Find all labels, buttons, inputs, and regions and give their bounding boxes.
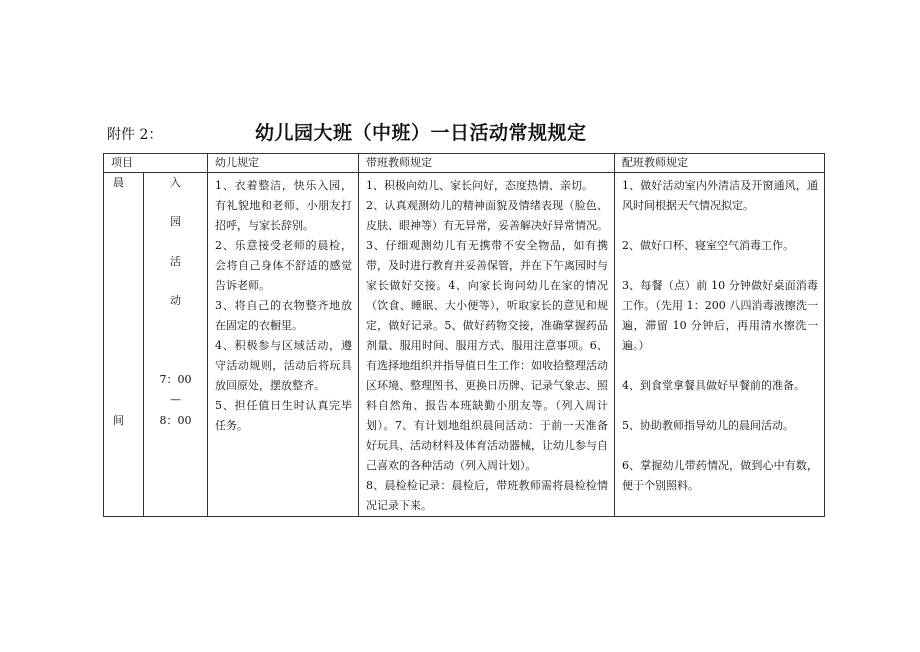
- paragraph-gap: [622, 396, 818, 416]
- child-rule: 5、担任值日生时认真完毕任务。: [215, 399, 352, 432]
- child-rule: 4、积极参与区域活动，遵守活动规则，活动后将玩具放回原处，摆放整齐。: [215, 339, 352, 392]
- paragraph-gap: [622, 256, 818, 276]
- time-start: 7：00: [159, 373, 192, 386]
- child-rules-cell: [208, 173, 359, 517]
- activity-char: 园: [170, 215, 181, 228]
- activity-char: 活: [170, 255, 181, 268]
- rules-table: [103, 153, 825, 517]
- child-rule: 2、乐意接受老师的晨检，会将自己身体不舒适的感觉告诉老师。: [215, 239, 352, 292]
- assistant-teacher-rule: 2、做好口杯、寝室空气消毒工作。: [622, 239, 794, 252]
- section-char: 间: [113, 414, 124, 427]
- header-item: 项目: [104, 154, 208, 173]
- time-dash: —: [170, 393, 181, 406]
- lead-teacher-rule: 1、积极向幼儿、家长问好，态度热情、亲切。: [366, 179, 593, 192]
- lead-teacher-rule: 2、认真观测幼儿的精神面貌及情绪表现（脸色、皮肤、眼神等）有无异常，妥善解决好异常情况。: [366, 199, 608, 232]
- attachment-label: 附件 2：: [107, 127, 163, 143]
- section-name-cell: [104, 173, 144, 517]
- lead-teacher-rules-cell: [359, 173, 615, 517]
- activity-char: 入: [170, 176, 181, 189]
- activity-name-cell: [144, 173, 208, 517]
- assistant-teacher-rule: 4、到食堂拿餐具做好早餐前的准备。: [622, 379, 805, 392]
- header-lead-teacher-rules: 带班教师规定: [359, 154, 615, 173]
- activity-char: 动: [170, 294, 181, 307]
- assistant-teacher-rule: 5、协助教师指导幼儿的晨间活动。: [622, 419, 794, 432]
- section-char: 晨: [113, 176, 124, 189]
- paragraph-gap: [622, 436, 818, 456]
- document-title: 幼儿园大班（中班）一日活动常规规定: [255, 122, 587, 144]
- header-child-rules: 幼儿规定: [208, 154, 359, 173]
- child-rule: 3、将自己的衣物整齐地放在固定的衣橱里。: [215, 299, 352, 332]
- paragraph-gap: [622, 356, 818, 376]
- time-end: 8：00: [159, 414, 192, 427]
- child-rule: 1、衣着整洁，快乐入园，有礼貌地和老师、小朋友打招呼，与家长辞别。: [215, 179, 352, 232]
- assistant-teacher-rule: 3、每餐（点）前 10 分钟做好桌面消毒工作。（先用 1：200 八四消毒液擦洗一遍，滞留 10 分钟后，再用清水擦洗一遍。）: [622, 279, 818, 352]
- assistant-teacher-rule: 6、掌握幼儿带药情况，做到心中有数，便于个别照料。: [622, 459, 818, 492]
- lead-teacher-rule: 8、晨检检记录：晨检后，带班教师需将晨检检情况记录下来。: [366, 479, 608, 512]
- lead-teacher-rule: 3、仔细观测幼儿有无携带不安全物品，如有携带，及时进行教育并妥善保管，并在下午离园时与家长做好交接。4、向家长询问幼儿在家的情况（饮食、睡眠、大小便等），听取家长的意见和规定，做好记录。5、做好药物交接，准确掌握药品剂量、服用时间、服用方式、服用注意事项。6、有选择地组织并指导值日生工作：如收拾整理活动区环境、整理图书、更换日历牌、记录气象志、照料自然角、报告本班缺勤小朋友等。（列入周计划）。7、有计划地组织晨间活动：于前一天准备好玩具、活动材料及体育活动器械，让幼儿参与自己喜欢的各种活动（列入周计划）。: [366, 239, 608, 472]
- table-header-row: [104, 154, 825, 173]
- assistant-teacher-rule: 1、做好活动室内外清洁及开窗通风，通风时间根据天气情况拟定。: [622, 179, 818, 212]
- paragraph-gap: [622, 216, 818, 236]
- header-assistant-teacher-rules: 配班教师规定: [615, 154, 825, 173]
- assistant-teacher-rules-cell: [615, 173, 825, 517]
- table-row-morning: [104, 173, 825, 517]
